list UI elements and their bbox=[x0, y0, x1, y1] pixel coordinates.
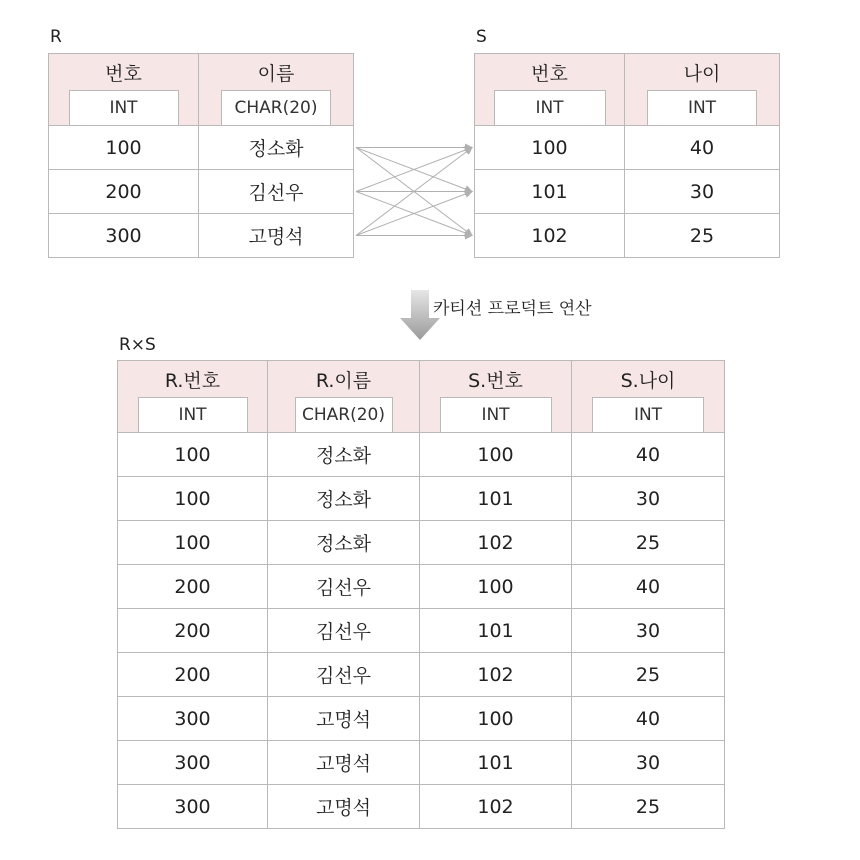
s-col-1-name: 나이 bbox=[683, 63, 721, 85]
table-row bbox=[118, 521, 725, 565]
table-cell: 25 bbox=[625, 214, 780, 258]
relation-r-title: R bbox=[50, 27, 62, 47]
relation-rxs-table bbox=[117, 360, 725, 829]
table-cell: 40 bbox=[572, 697, 725, 741]
table-row bbox=[118, 565, 725, 609]
r-col-0-name: 번호 bbox=[105, 63, 142, 85]
table-cell: 고명석 bbox=[199, 214, 354, 258]
table-cell: 101 bbox=[420, 477, 572, 521]
table-cell: 102 bbox=[420, 653, 572, 697]
rxs-col-1-name: R.이름 bbox=[315, 370, 372, 392]
table-cell: 정소화 bbox=[268, 433, 420, 477]
table-cell: 200 bbox=[118, 609, 268, 653]
table-cell: 200 bbox=[118, 653, 268, 697]
table-cell: 200 bbox=[118, 565, 268, 609]
relation-rxs-title: R×S bbox=[119, 335, 156, 355]
table-cell: 101 bbox=[475, 170, 625, 214]
table-cell: 김선우 bbox=[199, 170, 354, 214]
table-row bbox=[118, 697, 725, 741]
table-cell: 100 bbox=[118, 477, 268, 521]
table-cell: 40 bbox=[572, 565, 725, 609]
table-cell: 25 bbox=[572, 653, 725, 697]
table-cell: 300 bbox=[118, 741, 268, 785]
table-cell: 고명석 bbox=[268, 785, 420, 829]
s-col-1-type: INT bbox=[647, 90, 757, 125]
table-cell: 30 bbox=[572, 741, 725, 785]
rxs-col-0-header bbox=[118, 361, 268, 433]
table-cell: 100 bbox=[420, 565, 572, 609]
table-cell: 200 bbox=[49, 170, 199, 214]
relation-s-title: S bbox=[476, 27, 487, 47]
r-col-1-type: CHAR(20) bbox=[221, 90, 331, 125]
table-cell: 102 bbox=[420, 521, 572, 565]
rxs-col-3-header bbox=[572, 361, 725, 433]
table-row bbox=[118, 785, 725, 829]
table-cell: 101 bbox=[420, 741, 572, 785]
table-cell: 100 bbox=[420, 433, 572, 477]
table-cell: 100 bbox=[118, 521, 268, 565]
table-cell: 정소화 bbox=[268, 477, 420, 521]
rxs-col-1-header bbox=[268, 361, 420, 433]
table-cell: 정소화 bbox=[199, 126, 354, 170]
table-cell: 102 bbox=[420, 785, 572, 829]
table-cell: 김선우 bbox=[268, 565, 420, 609]
rxs-col-2-type: INT bbox=[440, 397, 552, 432]
table-cell: 300 bbox=[118, 785, 268, 829]
rxs-col-3-name: S.나이 bbox=[620, 370, 676, 392]
table-row bbox=[118, 653, 725, 697]
table-cell: 102 bbox=[475, 214, 625, 258]
table-cell: 30 bbox=[625, 170, 780, 214]
rxs-col-0-name: R.번호 bbox=[164, 370, 221, 392]
s-col-0-type: INT bbox=[494, 90, 606, 125]
table-cell: 100 bbox=[475, 126, 625, 170]
table-row bbox=[118, 433, 725, 477]
r-col-0-type: INT bbox=[69, 90, 179, 125]
table-cell: 25 bbox=[572, 521, 725, 565]
rxs-col-2-header bbox=[420, 361, 572, 433]
table-cell: 고명석 bbox=[268, 741, 420, 785]
table-cell: 김선우 bbox=[268, 653, 420, 697]
table-cell: 100 bbox=[118, 433, 268, 477]
table-cell: 고명석 bbox=[268, 697, 420, 741]
rxs-col-1-type: CHAR(20) bbox=[295, 397, 393, 432]
table-cell: 100 bbox=[49, 126, 199, 170]
rxs-col-2-name: S.번호 bbox=[468, 370, 523, 392]
table-cell: 100 bbox=[420, 697, 572, 741]
table-row bbox=[118, 741, 725, 785]
r-col-1-name: 이름 bbox=[257, 63, 295, 85]
table-cell: 김선우 bbox=[268, 609, 420, 653]
table-cell: 30 bbox=[572, 477, 725, 521]
rxs-col-0-type: INT bbox=[138, 397, 248, 432]
table-cell: 40 bbox=[572, 433, 725, 477]
table-row bbox=[118, 609, 725, 653]
table-cell: 300 bbox=[118, 697, 268, 741]
operation-label: 카티션 프로덕트 연산 bbox=[433, 299, 592, 319]
table-cell: 30 bbox=[572, 609, 725, 653]
s-col-0-name: 번호 bbox=[531, 63, 568, 85]
table-cell: 40 bbox=[625, 126, 780, 170]
table-cell: 300 bbox=[49, 214, 199, 258]
table-row bbox=[118, 477, 725, 521]
table-cell: 25 bbox=[572, 785, 725, 829]
table-cell: 정소화 bbox=[268, 521, 420, 565]
table-cell: 101 bbox=[420, 609, 572, 653]
rxs-col-3-type: INT bbox=[592, 397, 704, 432]
